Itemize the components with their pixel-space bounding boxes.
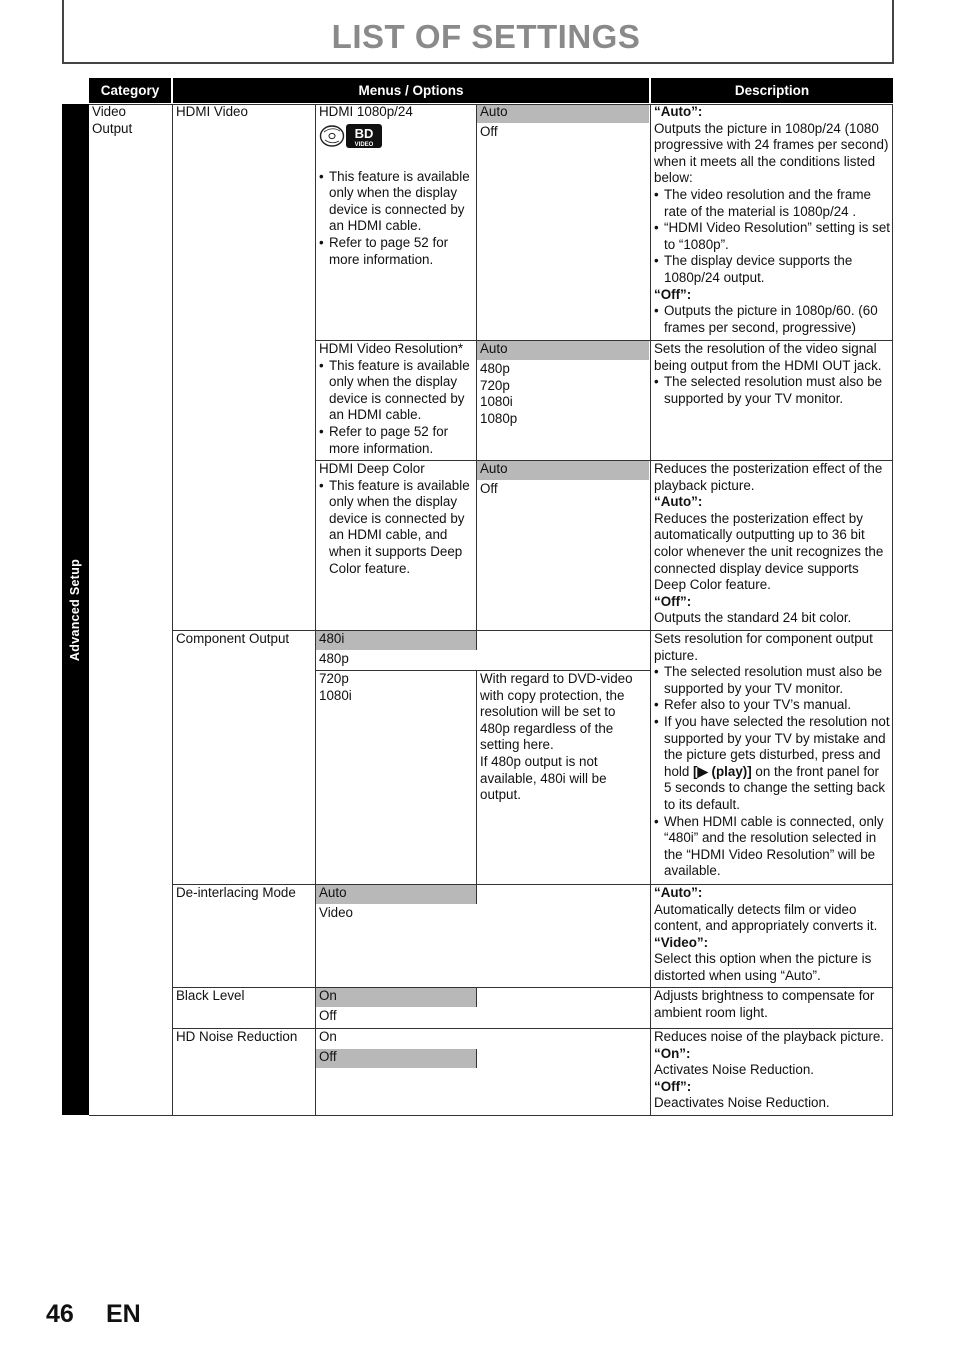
note-text: With regard to DVD-video with copy protection, the resolution will be set to 480p regardless of the setting here.: [480, 671, 633, 753]
options-deep-color: [480, 461, 646, 498]
table-line: [476, 104, 477, 630]
options-component: [319, 631, 473, 704]
desc-text: Sets resolution for component output picture.: [654, 631, 873, 663]
option-off: Off: [319, 1049, 337, 1064]
desc-bullet: • Outputs the picture in 1080p/60. (60 frames per second, progressive): [654, 303, 890, 336]
desc-noise-reduction: [654, 1029, 890, 1112]
item-hdmi-deep-color: HDMI Deep Color: [319, 461, 425, 476]
desc-black-level: Adjusts brightness to compensate for ambient room light.: [654, 988, 875, 1020]
option-auto: Auto: [480, 104, 508, 119]
desc-text: Reduces the posterization effect of the playback picture.: [654, 461, 883, 493]
desc-bullet: • “HDMI Video Resolution” setting is set to “1080p”.: [654, 220, 890, 253]
deep-color-cell: [319, 461, 473, 577]
header-category: Category: [89, 78, 171, 103]
desc-text: Activates Noise Reduction.: [654, 1062, 815, 1078]
desc-text: Deactivates Noise Reduction.: [654, 1095, 830, 1111]
option-auto: Auto: [480, 341, 508, 356]
desc-heading: “Video”:: [654, 934, 709, 950]
options-hdmi-1080p24: [480, 104, 646, 141]
desc-bullet: • The selected resolution must also be supported by your TV monitor.: [654, 374, 890, 407]
menu-hdmi-video: HDMI Video: [176, 104, 248, 119]
component-note: [480, 671, 646, 804]
page-title: LIST OF SETTINGS: [331, 18, 641, 55]
option-720p: 720p: [319, 671, 349, 686]
desc-heading: “Auto”:: [654, 104, 703, 119]
table-line: [476, 885, 477, 904]
desc-bullet: • The video resolution and the frame rate of the material is 1080p/24 .: [654, 187, 890, 220]
table-line: [650, 104, 651, 1116]
table-line: [315, 104, 316, 1116]
option-1080p: 1080p: [480, 410, 518, 426]
option-on: On: [319, 988, 337, 1003]
desc-deinterlace: [654, 885, 890, 985]
option-auto: Auto: [319, 885, 347, 900]
bd-disc-icon: [319, 123, 383, 149]
hdmi-resolution-cell: [319, 341, 473, 457]
option-720p: 720p: [480, 377, 510, 393]
hdmi-1080p24-cell: [319, 104, 473, 268]
desc-bullet: [654, 714, 890, 814]
option-1080i: 1080i: [480, 394, 513, 410]
options-deinterlace: [319, 885, 473, 922]
note: • This feature is available only when the display device is connected by an HDMI cable.: [319, 169, 473, 235]
menu-component-output: Component Output: [176, 631, 290, 646]
option-480p: 480p: [480, 361, 510, 376]
play-key-label: [▶ (play)]: [693, 763, 752, 779]
table-line: [476, 631, 477, 650]
desc-bullet: • When HDMI cable is connected, only “480i” and the resolution selected in the “HDMI Video Resolution” will be available.: [654, 814, 890, 880]
options-hdmi-resolution: [480, 341, 646, 427]
option-off: Off: [480, 481, 498, 496]
desc-text: Outputs the picture in 1080p/24 (1080 progressive with 24 frames per second) when it meets all the conditions listed below:: [654, 120, 889, 186]
options-noise-reduction: [319, 1029, 473, 1066]
option-auto: Auto: [480, 461, 508, 476]
desc-text: Automatically detects film or video content, and appropriately converts it.: [654, 901, 878, 934]
desc-hdmi-1080p24: [654, 104, 890, 336]
table-line: [89, 1115, 893, 1116]
table-line: [476, 1049, 477, 1068]
bd-logo-sub: VIDEO: [354, 141, 374, 148]
option-480p: 480p: [319, 651, 349, 666]
page-number: 46: [46, 1300, 74, 1328]
desc-text: Reduces noise of the playback picture.: [654, 1029, 885, 1044]
table-line: [476, 671, 477, 884]
item-hdmi-video-resolution: HDMI Video Resolution*: [319, 341, 464, 356]
desc-text: Reduces the posterization effect by automatically outputting up to 36 bit color whenever the unit recognizes the connected display device supports Deep Color feature.: [654, 510, 884, 593]
item-hdmi-1080p24: HDMI 1080p/24: [319, 104, 413, 119]
desc-heading: “Auto”:: [654, 885, 703, 900]
option-video: Video: [319, 905, 354, 920]
desc-deep-color: [654, 461, 890, 627]
header-description: Description: [651, 78, 893, 103]
option-1080i: 1080i: [319, 687, 352, 703]
bd-logo-text: BD: [354, 125, 374, 141]
note: • This feature is available only when the display device is connected by an HDMI cable, and when it supports Deep Color feature.: [319, 478, 473, 578]
table-line: [892, 104, 893, 1116]
desc-component: [654, 631, 890, 880]
desc-bullet: • Refer also to your TV’s manual.: [654, 697, 890, 714]
desc-hdmi-resolution: [654, 341, 890, 407]
option-off: Off: [319, 1008, 337, 1023]
option-on: On: [319, 1029, 337, 1044]
note: • This feature is available only when the display device is connected by an HDMI cable.: [319, 358, 473, 424]
desc-text: Sets the resolution of the video signal being output from the HDMI OUT jack.: [654, 341, 882, 373]
desc-text: If you have selected the resolution not supported by your TV by mistake and the picture gets disturbed, press and hold: [664, 713, 890, 779]
option-480i: 480i: [319, 631, 345, 646]
bd-video-logo: [319, 123, 473, 149]
menu-hd-noise-reduction: HD Noise Reduction: [176, 1029, 298, 1044]
table-line: [476, 988, 477, 1007]
option-off: Off: [480, 124, 498, 139]
desc-heading: “Off”:: [654, 593, 692, 609]
desc-text: Select this option when the picture is distorted when using “Auto”.: [654, 951, 872, 983]
desc-heading: “Off”:: [654, 286, 692, 302]
section-label: Advanced Setup: [68, 558, 82, 662]
desc-bullet: • The selected resolution must also be supported by your TV monitor.: [654, 664, 890, 697]
menu-deinterlacing-mode: De-interlacing Mode: [176, 885, 296, 900]
desc-heading: “Off”:: [654, 1078, 692, 1094]
note: • Refer to page 52 for more information.: [319, 235, 473, 268]
desc-heading: “Auto”:: [654, 494, 703, 510]
options-black-level: [319, 988, 473, 1025]
desc-heading: “On”:: [654, 1045, 691, 1061]
table-line: [172, 104, 173, 1116]
note: • Refer to page 52 for more information.: [319, 424, 473, 457]
category-video-output: Video Output: [92, 104, 133, 136]
desc-bullet: • The display device supports the 1080p/24 output.: [654, 253, 890, 286]
language-code: EN: [106, 1300, 141, 1328]
menu-black-level: Black Level: [176, 988, 245, 1003]
desc-text: on the front panel for 5 seconds to change the setting back to its default.: [664, 763, 886, 812]
header-menus-options: Menus / Options: [173, 78, 649, 103]
desc-text: Outputs the standard 24 bit color.: [654, 610, 852, 626]
note-text: If 480p output is not available, 480i will be output.: [480, 753, 607, 803]
